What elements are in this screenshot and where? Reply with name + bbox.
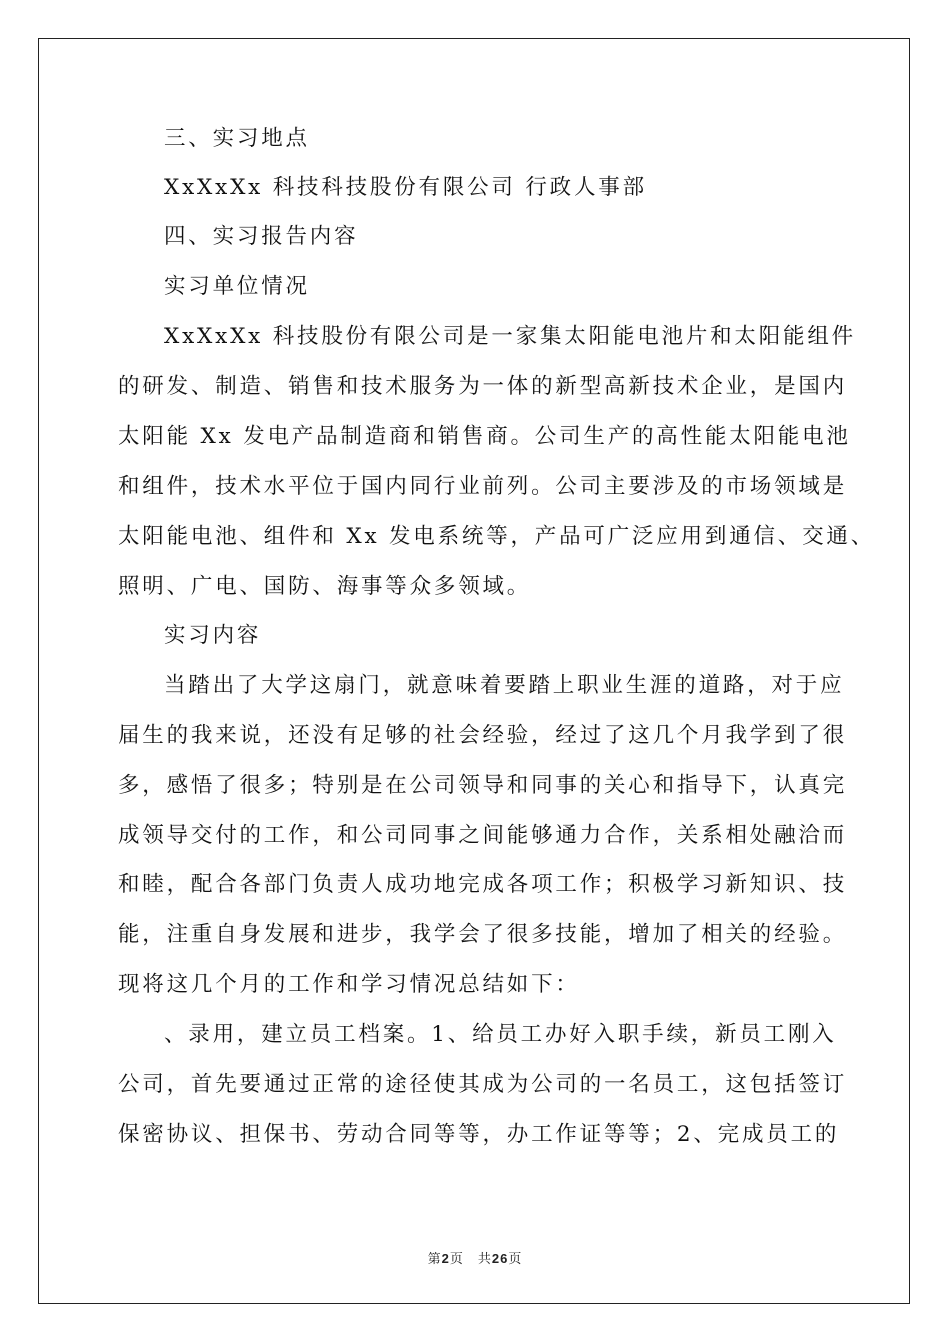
paragraph-line: 太阳能 Xx 发电产品制造商和销售商。公司生产的高性能太阳能电池 bbox=[118, 424, 851, 449]
paragraph-line: 、录用，建立员工档案。1、给员工办好入职手续，新员工刚入 bbox=[164, 1022, 837, 1047]
page-label-prefix: 第 bbox=[427, 1252, 442, 1267]
paragraph-line: 公司，首先要通过正常的途径使其成为公司的一名员工，这包括签订 bbox=[118, 1072, 848, 1097]
paragraph-line: 的研发、制造、销售和技术服务为一体的新型高新技术企业，是国内 bbox=[118, 374, 848, 399]
paragraph-line: 和组件，技术水平位于国内同行业前列。公司主要涉及的市场领域是 bbox=[118, 474, 848, 499]
page-footer bbox=[0, 1248, 950, 1267]
heading-report-content: 四、实习报告内容 bbox=[164, 224, 359, 249]
paragraph-line: 能，注重自身发展和进步，我学会了很多技能，增加了相关的经验。 bbox=[118, 922, 848, 947]
page-label-suffix: 页 bbox=[508, 1252, 523, 1267]
paragraph-line: 和睦，配合各部门负责人成功地完成各项工作；积极学习新知识、技 bbox=[118, 872, 848, 897]
paragraph-line: 多，感悟了很多；特别是在公司领导和同事的关心和指导下，认真完 bbox=[118, 773, 848, 798]
paragraph-line: XxXxXx 科技科技股份有限公司 行政人事部 bbox=[164, 175, 647, 200]
total-page-count: 26 bbox=[491, 1251, 509, 1266]
subheading-internship-content: 实习内容 bbox=[164, 623, 262, 648]
paragraph-line: 照明、广电、国防、海事等众多领域。 bbox=[118, 574, 532, 599]
heading-internship-location: 三、实习地点 bbox=[164, 126, 310, 151]
paragraph-line: 成领导交付的工作，和公司同事之间能够通力合作，关系相处融洽而 bbox=[118, 823, 848, 848]
paragraph-line: 太阳能电池、组件和 Xx 发电系统等，产品可广泛应用到通信、交通、 bbox=[118, 524, 876, 549]
paragraph-line: 届生的我来说，还没有足够的社会经验，经过了这几个月我学到了很 bbox=[118, 723, 848, 748]
page-label-mid: 页 共 bbox=[449, 1252, 492, 1267]
current-page-number: 2 bbox=[441, 1251, 450, 1266]
paragraph-line: XxXxXx 科技股份有限公司是一家集太阳能电池片和太阳能组件 bbox=[164, 324, 856, 349]
paragraph-line: 当踏出了大学这扇门，就意味着要踏上职业生涯的道路，对于应 bbox=[164, 673, 845, 698]
paragraph-line: 现将这几个月的工作和学习情况总结如下： bbox=[118, 972, 580, 997]
subheading-unit-info: 实习单位情况 bbox=[164, 274, 310, 299]
paragraph-line: 保密协议、担保书、劳动合同等等，办工作证等等；2、完成员工的 bbox=[118, 1122, 840, 1147]
